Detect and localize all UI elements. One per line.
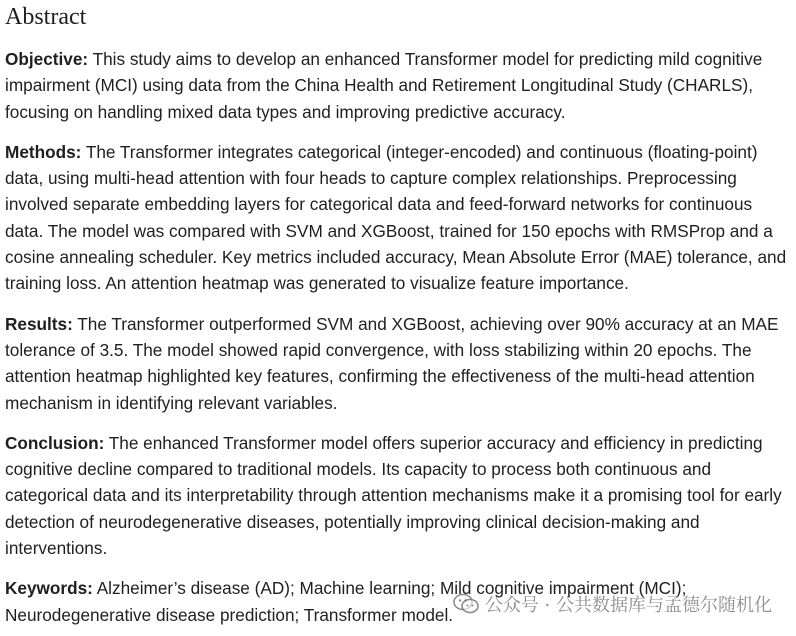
objective-paragraph [5,46,791,125]
abstract-heading: Abstract [5,4,87,30]
conclusion-text: The enhanced Transformer model offers superior accuracy and efficiency in predicting cognitive decline compared to traditional models. Its capacity to process both continuous and categorical data and its interpretability through attention mechanisms make it a promising tool for early detection of neurodegenerative diseases, potentially improving clinical decision-making and interventions. [5,432,782,559]
methods-paragraph [5,139,791,297]
results-label: Results: [5,313,73,334]
objective-label: Objective: [5,49,89,69]
abstract-page [5,0,791,628]
watermark-text: 公众号 · 公共数据库与孟德尔随机化 [484,595,772,616]
keywords-label: Keywords: [5,578,93,599]
keywords-text: Alzheimer’s disease (AD); Machine learning; Mild cognitive impairment (MCI); Neurodegenerative disease prediction; Transformer model. [5,578,687,625]
keywords-paragraph [5,575,791,628]
methods-text: The Transformer integrates categorical (integer-encoded) and continuous (floating-point) data, using multi-head attention with four heads to capture complex relationships. Preprocessing involved separate embedding layers for categorical data and feed-forward networks for continuous data. The model was compared with SVM and XGBoost, trained for 150 epochs with RMSProp and a cosine annealing scheduler. Key metrics included accuracy, Mean Absolute Error (MAE) tolerance, and training loss. An attention heatmap was generated to visualize feature importance. [5,141,787,294]
results-text: The Transformer outperformed SVM and XGBoost, achieving over 90% accuracy at an MAE tolerance of 3.5. The model showed rapid convergence, with loss stabilizing within 20 epochs. The attention heatmap highlighted key features, confirming the effectiveness of the multi-head attention mechanism in identifying relevant variables. [5,313,779,413]
objective-text: This study aims to develop an enhanced Transformer model for predicting mild cognitive impairment (MCI) using data from the China Health and Retirement Longitudinal Study (CHARLS), focusing on handling mixed data types and improving predictive accuracy. [5,49,763,122]
results-paragraph [5,311,791,416]
methods-label: Methods: [5,141,82,162]
conclusion-paragraph [5,430,791,561]
conclusion-label: Conclusion: [5,432,105,453]
